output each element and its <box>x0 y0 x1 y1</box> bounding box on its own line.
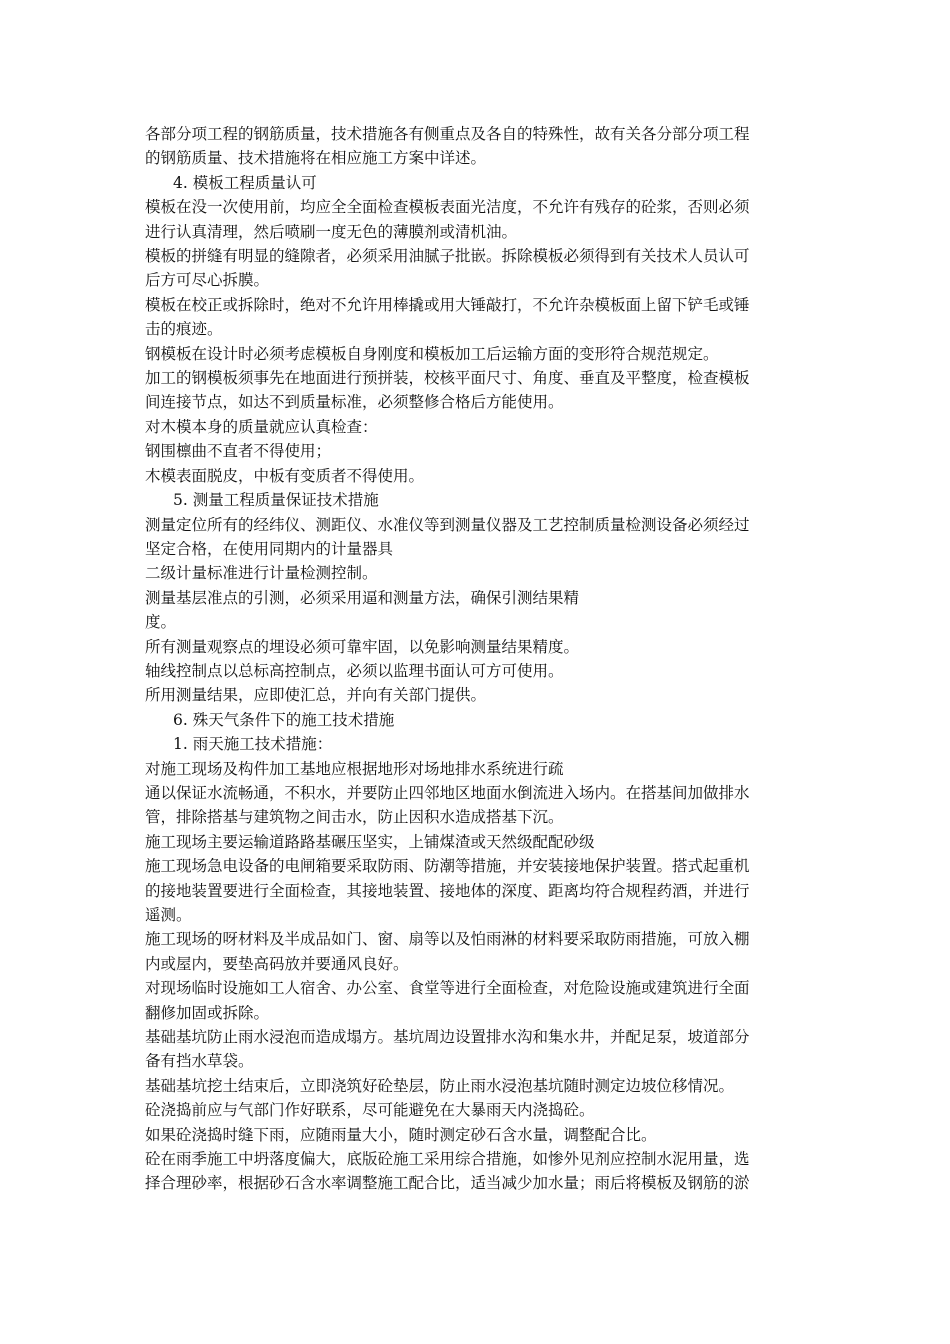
text-line: 间连接节点，如达不到质量标准，必须整修合格后方能使用。 <box>145 393 564 412</box>
text-line: 轴线控制点以总标高控制点，必须以监理书面认可方可使用。 <box>145 661 564 680</box>
text-line: 模板在校正或拆除时，绝对不允许用棒撬或用大锤敲打，不允许杂模板面上留下铲毛或锤 <box>145 295 750 314</box>
section-heading: 5. 测量工程质量保证技术措施 <box>173 491 379 510</box>
text-line: 如果砼浇捣时缝下雨，应随雨量大小，随时测定砂石含水量，调整配合比。 <box>145 1125 657 1144</box>
text-line: 加工的钢模板须事先在地面进行预拼装，校核平面尺寸、角度、垂直及平整度，检查模板 <box>145 369 750 388</box>
text-line: 钢模板在设计时必须考虑模板自身刚度和模板加工后运输方面的变形符合规范规定。 <box>145 344 719 363</box>
text-line: 钢围檩曲不直者不得使用； <box>145 442 332 461</box>
text-line: 施工现场的呀材料及半成品如门、窗、扇等以及怕雨淋的材料要采取防雨措施，可放入棚 <box>145 930 750 949</box>
text-line: 的接地装置要进行全面检查，其接地装置、接地体的深度、距离均符合规程药酒，并进行 <box>145 881 750 900</box>
text-line: 遥测。 <box>145 906 192 924</box>
text-line: 通以保证水流畅通，不积水，并要防止四邻地区地面水倒流进入场内。在搭基间加做排水 <box>145 783 750 802</box>
text-line: 测量基层准点的引测，必须采用逼和测量方法，确保引测结果精 <box>145 588 580 607</box>
text-line: 基础基坑防止雨水浸泡而造成塌方。基坑周边设置排水沟和集水井，并配足泵，坡道部分 <box>145 1028 750 1047</box>
text-line: 对施工现场及构件加工基地应根据地形对场地排水系统进行疏 <box>145 759 564 778</box>
text-line: 坚定合格，在使用同期内的计量器具 <box>145 539 394 558</box>
text-line: 二级计量标准进行计量检测控制。 <box>145 564 378 583</box>
text-line: 施工现场主要运输道路路基碾压坚实，上铺煤渣或天然级配配砂级 <box>145 832 595 851</box>
section-heading: 4. 模板工程质量认可 <box>173 173 317 192</box>
text-line: 备有挡水草袋。 <box>145 1052 254 1071</box>
text-line: 后方可尽心拆膜。 <box>145 271 270 290</box>
section-heading: 6. 殊天气条件下的施工技术措施 <box>173 710 395 729</box>
text-line: 的钢筋质量、技术措施将在相应施工方案中详述。 <box>145 149 487 168</box>
text-line: 测量定位所有的经纬仪、测距仪、水准仪等到测量仪器及工艺控制质量检测设备必须经过 <box>145 515 750 534</box>
text-line: 内或屋内，要垫高码放并要通风良好。 <box>145 954 409 973</box>
text-line: 各部分项工程的钢筋质量，技术措施各有侧重点及各自的特殊性，故有关各分部分项工程 <box>145 125 750 143</box>
document-page <box>145 122 810 1196</box>
text-line: 管，排除搭基与建筑物之间击水，防止因积水造成搭基下沉。 <box>145 808 564 827</box>
text-line: 砼在雨季施工中坍落度偏大，底版砼施工采用综合措施，如惨外见剂应控制水泥用量，选 <box>145 1150 750 1169</box>
text-line: 基础基坑挖土结束后，立即浇筑好砼垫层，防止雨水浸泡基坑随时测定边坡位移情况。 <box>145 1076 735 1095</box>
text-line: 所用测量结果，应即使汇总，并向有关部门提供。 <box>145 686 487 705</box>
text-line: 所有测量观察点的埋设必须可靠牢固，以免影响测量结果精度。 <box>145 637 580 656</box>
section-heading: 1. 雨天施工技术措施： <box>173 735 333 754</box>
text-line: 木模表面脱皮，中板有变质者不得使用。 <box>145 466 425 485</box>
text-line: 击的痕迹。 <box>145 320 223 339</box>
text-line: 对木模本身的质量就应认真检查： <box>145 417 378 436</box>
text-line: 对现场临时设施如工人宿舍、办公室、食堂等进行全面检查，对危险设施或建筑进行全面 <box>145 979 750 998</box>
text-line: 模板在没一次使用前，均应全全面检查模板表面光洁度，不允许有残存的砼浆，否则必须 <box>145 198 750 217</box>
text-line: 择合理砂率，根据砂石含水率调整施工配合比，适当减少加水量；雨后将模板及钢筋的淤 <box>145 1174 750 1193</box>
text-line: 施工现场急电设备的电闸箱要采取防雨、防潮等措施，并安装接地保护装置。搭式起重机 <box>145 857 750 876</box>
text-line: 度。 <box>145 613 177 632</box>
text-line: 砼浇捣前应与气部门作好联系，尽可能避免在大暴雨天内浇捣砼。 <box>145 1101 595 1120</box>
text-line: 进行认真清理，然后喷刷一度无色的薄膜剂或清机油。 <box>145 222 518 241</box>
text-line: 模板的拼缝有明显的缝隙者，必须采用油腻子批嵌。拆除模板必须得到有关技术人员认可 <box>145 247 750 266</box>
text-line: 翻修加固或拆除。 <box>145 1003 270 1022</box>
